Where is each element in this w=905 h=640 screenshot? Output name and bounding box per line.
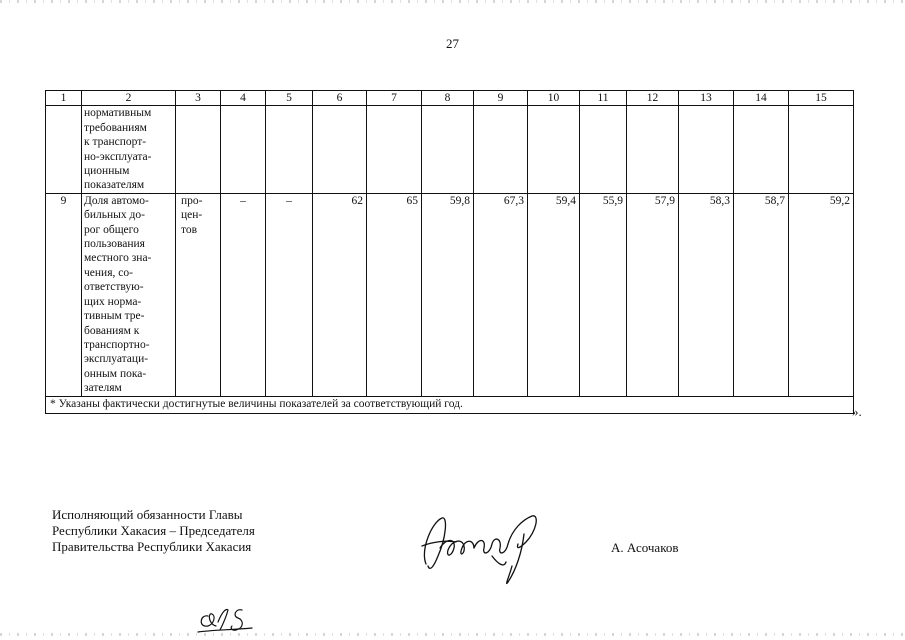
- table-header-row: [46, 91, 854, 106]
- column-number: 10: [528, 91, 580, 106]
- value-cell: 59,2: [789, 193, 854, 396]
- indicators-table: [45, 90, 854, 414]
- signer-title: Исполняющий обязанности Главы Республики Хакасия – Председателя Правительства Республики Хакасия: [52, 507, 255, 554]
- unit-of-measure: про- цен- тов: [176, 193, 221, 396]
- column-number: 4: [221, 91, 266, 106]
- value-cell: 59,8: [422, 193, 474, 396]
- column-number: 14: [734, 91, 789, 106]
- value-cell: 58,7: [734, 193, 789, 396]
- column-number: 11: [580, 91, 627, 106]
- scan-edge-bottom: [0, 633, 905, 636]
- value-cell: 62: [313, 193, 367, 396]
- value-cell: 57,9: [627, 193, 679, 396]
- table-footnote-row: [46, 396, 854, 413]
- column-number: 7: [367, 91, 422, 106]
- value-cell: 67,3: [474, 193, 528, 396]
- page-number: 27: [446, 36, 459, 51]
- indicator-name-continuation: нормативным требованиям к транспорт- но-эксплуата- ционным показателям: [82, 106, 176, 193]
- column-number: 6: [313, 91, 367, 106]
- handwritten-signature: [412, 508, 552, 600]
- signer-name: А. Асочаков: [611, 540, 679, 555]
- value-cell: 59,4: [528, 193, 580, 396]
- row-number: 9: [46, 193, 82, 396]
- cell-col-5: –: [266, 193, 313, 396]
- column-number: 8: [422, 91, 474, 106]
- value-cell: 55,9: [580, 193, 627, 396]
- table-footnote: * Указаны фактически достигнутые величины показателей за соответствующий год.: [46, 396, 854, 413]
- scan-edge-top: [0, 0, 905, 3]
- column-number: 1: [46, 91, 82, 106]
- column-number: 13: [679, 91, 734, 106]
- indicator-name: Доля автомо- бильных до- рог общего пользования местного зна- чения, со- ответствую- щих норма- тивным тре- бованиям к транспортно- эксплуатаци- онным пока- зателям: [82, 193, 176, 396]
- cell-col-4: –: [221, 193, 266, 396]
- column-number: 5: [266, 91, 313, 106]
- column-number: 9: [474, 91, 528, 106]
- column-number: 2: [82, 91, 176, 106]
- table-row-9: [46, 193, 854, 396]
- column-number: 3: [176, 91, 221, 106]
- closing-quote: ».: [852, 404, 862, 419]
- column-number: 15: [789, 91, 854, 106]
- column-number: 12: [627, 91, 679, 106]
- table-row-continuation: [46, 106, 854, 193]
- value-cell: 58,3: [679, 193, 734, 396]
- handwritten-initials: [196, 604, 256, 636]
- value-cell: 65: [367, 193, 422, 396]
